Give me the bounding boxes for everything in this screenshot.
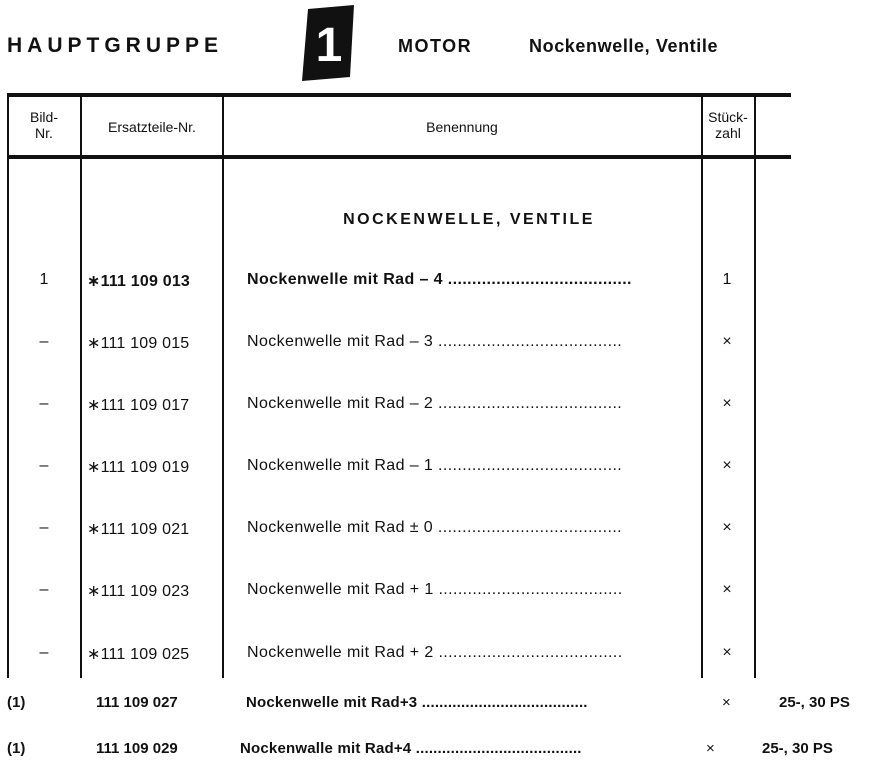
column-header-bild: Bild- Nr. xyxy=(29,109,58,141)
cell-qty: × xyxy=(722,395,732,412)
cell-bild: – xyxy=(39,644,49,661)
cell-qty: × xyxy=(722,519,732,536)
cell-name: Nockenwelle mit Rad + 1 ...................................... xyxy=(247,581,623,598)
cell-qty: × xyxy=(722,644,732,661)
cell-part-no: 111 109 029 xyxy=(96,740,178,757)
cell-note: 25-, 30 PS xyxy=(762,740,833,757)
cell-bild: – xyxy=(39,395,49,412)
group-number-badge xyxy=(298,3,358,83)
cell-note: 25-, 30 PS xyxy=(779,694,850,711)
table-row xyxy=(7,395,791,419)
cell-name: Nockenwelle mit Rad – 3 ...................................... xyxy=(247,333,623,350)
group-label: HAUPTGRUPPE xyxy=(7,34,224,57)
table-row xyxy=(7,519,791,543)
cell-name: Nockenwelle mit Rad – 1 ...................................... xyxy=(247,457,623,474)
cell-qty: × xyxy=(722,333,732,350)
column-header-qty: Stück- zahl xyxy=(708,109,748,141)
section-title: MOTOR xyxy=(398,36,473,56)
cell-name: Nockenwelle mit Rad – 4 ...................................... xyxy=(247,271,632,288)
cell-part-no: ∗111 109 023 xyxy=(87,583,190,600)
cell-name: Nockenwelle mit Rad – 2 ...................................... xyxy=(247,395,623,412)
cell-part-no: ∗111 109 013 xyxy=(87,273,191,290)
cell-name: Nockenwelle mit Rad+3 ...................................... xyxy=(246,694,588,711)
table-row xyxy=(7,581,791,605)
cell-bild: 1 xyxy=(39,271,49,288)
cell-part-no: ∗111 109 015 xyxy=(87,335,190,352)
cell-part-no: ∗111 109 025 xyxy=(87,646,190,663)
table-top-rule xyxy=(7,93,791,97)
table-section-title: NOCKENWELLE, VENTILE xyxy=(343,211,595,228)
cell-part-no: ∗111 109 017 xyxy=(87,397,190,414)
cell-bild: – xyxy=(39,519,49,536)
table-row xyxy=(7,644,791,668)
cell-bild: (1) xyxy=(7,740,26,757)
cell-qty: × xyxy=(706,740,715,757)
table-row xyxy=(7,333,791,357)
page-subtitle: Nockenwelle, Ventile xyxy=(529,36,719,56)
cell-qty: × xyxy=(722,694,731,711)
cell-name: Nockenwelle mit Rad ± 0 ...................................... xyxy=(247,519,623,536)
appended-row xyxy=(0,740,875,764)
parts-table xyxy=(7,93,791,678)
cell-qty: 1 xyxy=(722,271,732,288)
column-header-part-no: Ersatzteile-Nr. xyxy=(108,119,196,135)
cell-bild: (1) xyxy=(7,694,26,711)
cell-qty: × xyxy=(722,457,732,474)
table-row xyxy=(7,457,791,481)
cell-part-no: ∗111 109 019 xyxy=(87,459,190,476)
column-header-name: Benennung xyxy=(426,119,498,135)
cell-bild: – xyxy=(39,457,49,474)
cell-part-no: ∗111 109 021 xyxy=(87,521,190,538)
cell-name: Nockenwalle mit Rad+4 ...................................... xyxy=(240,740,582,757)
cell-name: Nockenwelle mit Rad + 2 ...................................... xyxy=(247,644,623,661)
cell-part-no: 111 109 027 xyxy=(96,694,178,711)
header-bottom-rule xyxy=(7,155,791,159)
group-number: 1 xyxy=(315,19,343,72)
cell-bild: – xyxy=(39,333,49,350)
table-row xyxy=(7,271,791,295)
cell-qty: × xyxy=(722,581,732,598)
cell-bild: – xyxy=(39,581,49,598)
appended-row xyxy=(0,694,875,718)
